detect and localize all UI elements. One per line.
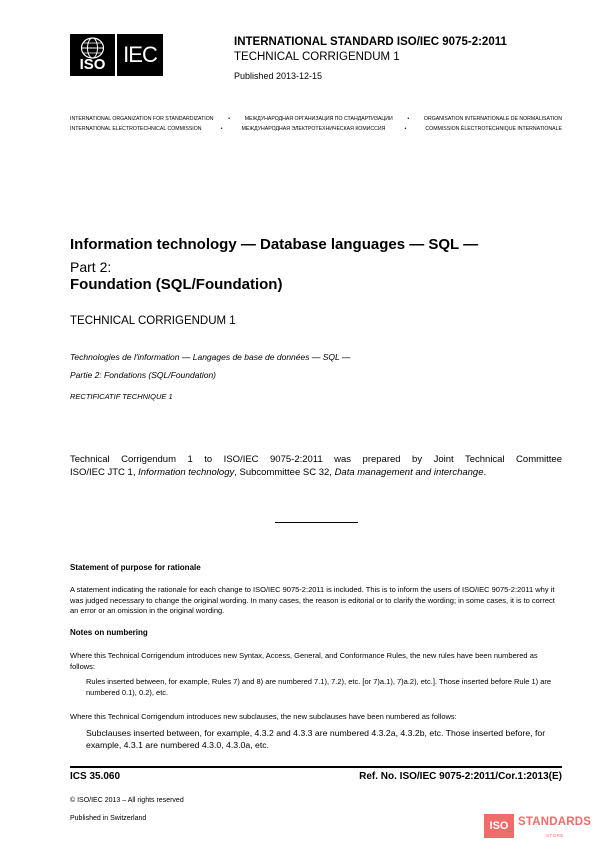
french-title: Technologies de l'information — Langages de base de données — SQL — [70,352,351,362]
french-part-title: Partie 2: Fondations (SQL/Foundation) [70,370,216,380]
org-iec-fr: COMMISSION ÉLECTROTECHNIQUE INTERNATIONALE [425,126,562,132]
store-subtitle: STORE [546,833,564,838]
corrigendum-heading: TECHNICAL CORRIGENDUM 1 [70,315,236,327]
document-title: Information technology — Database languages — SQL — [70,236,479,253]
committee-text: ISO/IEC JTC 1, [70,467,139,478]
purpose-heading: Statement of purpose for rationale [70,563,201,572]
subcommittee-text: , Subcommittee SC 32, [234,467,335,478]
corrigendum-title: TECHNICAL CORRIGENDUM 1 [234,51,400,63]
preparation-line-2 [70,466,562,479]
committee-name: Information technology [138,467,235,478]
subcommittee-name: Data management and interchange [334,467,484,478]
standard-title: INTERNATIONAL STANDARD ISO/IEC 9075-2:2011 [234,36,507,48]
store-name: STANDARDS [518,816,592,828]
org-iso-en: INTERNATIONAL ORGANIZATION FOR STANDARDIZATION [70,116,214,122]
part-title: Foundation (SQL/Foundation) [70,276,283,293]
bullet-separator: • [228,116,231,122]
numbering-subclauses-intro: Where this Technical Corrigendum introduces new subclauses, the new subclauses have been numbered as follows: [70,712,457,721]
organizations-line-2 [70,126,562,132]
footer-rule [70,766,562,768]
standards-store-logo [484,812,594,845]
iec-logo [117,34,163,76]
store-iso-mark: ISO [484,814,514,838]
french-corrigendum: RECTIFICATIF TECHNIQUE 1 [70,392,173,401]
iec-logo-text: IEC [123,42,157,67]
period: . [483,467,487,478]
org-iso-ru: МЕЖДУНАРОДНАЯ ОРГАНИЗАЦИЯ ПО СТАНДАРТИЗАЦИИ [244,116,393,122]
org-iec-ru: МЕЖДУНАРОДНАЯ ЭЛЕКТРОТЕХНИЧЕСКАЯ КОМИССИЯ [241,126,386,132]
bullet-separator: • [407,116,410,122]
preparation-paragraph [70,453,562,479]
numbering-rules-example: Rules inserted between, for example, Rules 7) and 8) are numbered 7.1), 7.2), etc. [or 7)a.1), 7)a.2), etc.]. Those inserted before Rule 1) are numbered 0.1), 0.2), etc. [86,677,552,697]
numbering-heading: Notes on numbering [70,628,148,637]
org-iec-en: INTERNATIONAL ELECTROTECHNICAL COMMISSION [70,126,202,132]
bullet-separator: • [220,126,223,132]
numbering-rules-intro: Where this Technical Corrigendum introduces new Syntax, Access, General, and Conformance Rules, the new rules have been numbered as follows: [70,651,538,671]
ics-code: ICS 35.060 [70,771,121,782]
reference-number: Ref. No. ISO/IEC 9075-2:2011/Cor.1:2013(E) [359,771,562,782]
copyright-notice: © ISO/IEC 2013 – All rights reserved [70,797,184,804]
part-label: Part 2: [70,259,112,275]
numbering-subclauses-example: Subclauses inserted between, for example, 4.3.2 and 4.3.3 are numbered 4.3.2a, 4.3.2b, etc. Those inserted before, for example, 4.3.1 are numbered 4.3.0, 4.3.0a, etc. [86,728,546,750]
section-divider [275,522,358,523]
iso-logo-text: ISO [79,56,106,73]
organizations-line-1 [70,116,562,122]
preparation-line-1: Technical Corrigendum 1 to ISO/IEC 9075-2:2011 was prepared by Joint Technical Committee [70,454,562,465]
org-iso-fr: ORGANISATION INTERNATIONALE DE NORMALISATION [423,116,562,122]
purpose-text: A statement indicating the rationale for each change to ISO/IEC 9075-2:2011 is included. This is to inform the users of ISO/IEC 9075-2:2011 why it was judged necessary to change the original wording. In many cases, the reason is editorial or to clarify the wording; in some cases, it is to correct an error or an omission in the original wording. [70,585,555,615]
bullet-separator: • [404,126,407,132]
published-in: Published in Switzerland [70,815,147,822]
published-date: Published 2013-12-15 [234,71,323,81]
iso-logo [70,34,115,76]
